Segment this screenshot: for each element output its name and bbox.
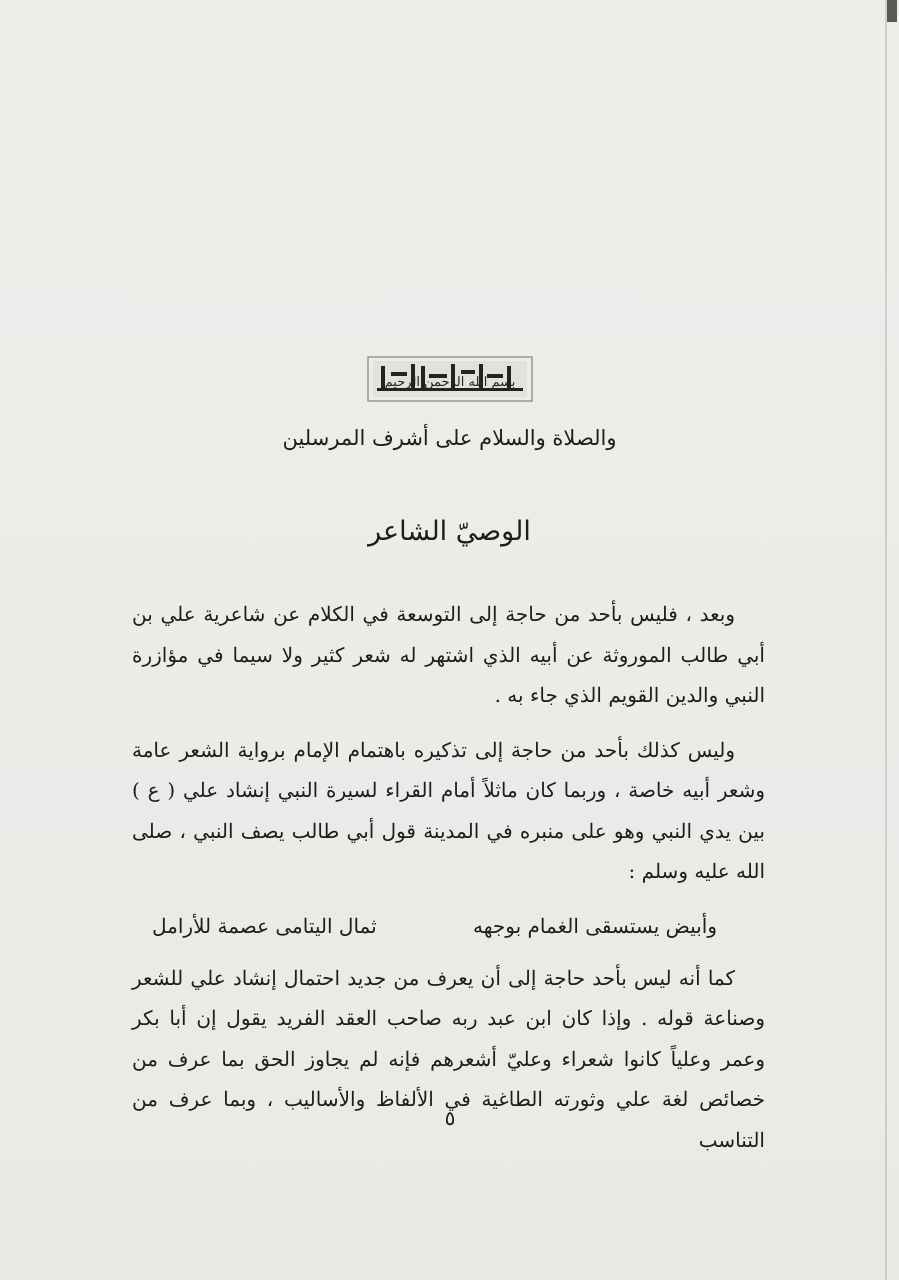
body-text <box>132 594 765 1160</box>
greeting-line: والصلاة والسلام على أشرف المرسلين <box>282 426 617 450</box>
verse-first-hemistich: وأبيض يستسقى الغمام بوجهه <box>472 913 717 938</box>
verse-second-hemistich: ثمال اليتامى عصمة للأرامل <box>152 913 377 938</box>
paragraph-2: وليس كذلك بأحد من حاجة إلى تذكيره باهتمام الإمام برواية الشعر عامة وشعر أبيه خاصة ، وربما كان ماثلاً أمام القراء لسيرة النبي إنشاد علي ( ع ) بين يدي النبي وهو على منبره في المدينة قول أبي طالب يصف النبي ، صلى الله عليه وسلم : <box>132 737 765 883</box>
basmala-calligraphy <box>367 356 533 402</box>
poem-verse <box>132 898 765 958</box>
page-title: الوصيّ الشاعر <box>368 516 531 547</box>
page-edge <box>885 0 887 1280</box>
paragraph-3: كما أنه ليس بأحد حاجة إلى أن يعرف من جديد احتمال إنشاد علي للشعر وصناعة قوله . وإذا كان ابن عبد ربه صاحب العقد الفريد يقول إن أبا بكر وعمر وعلياً كانوا شعراء وعليّ أشعرهم فإنه لم يجاوز الحق بما عرف من خصائص لغة علي وثورته الطاغية في الألفاظ والأساليب ، وبما عرف من التناسب <box>132 965 765 1152</box>
page-number: ٥ <box>444 1106 456 1130</box>
paragraph-1: وبعد ، فليس بأحد من حاجة إلى التوسعة في الكلام عن شاعرية علي بن أبي طالب الموروثة عن أبيه الذي اشتهر له شعر كثير ولا سيما في مؤازرة النبي والدين القويم الذي جاء به . <box>132 602 765 707</box>
basmala-ornament <box>367 356 533 402</box>
basmala-text: بسم الله الرحمن الرحيم <box>384 375 516 390</box>
corner-mark <box>887 0 897 22</box>
